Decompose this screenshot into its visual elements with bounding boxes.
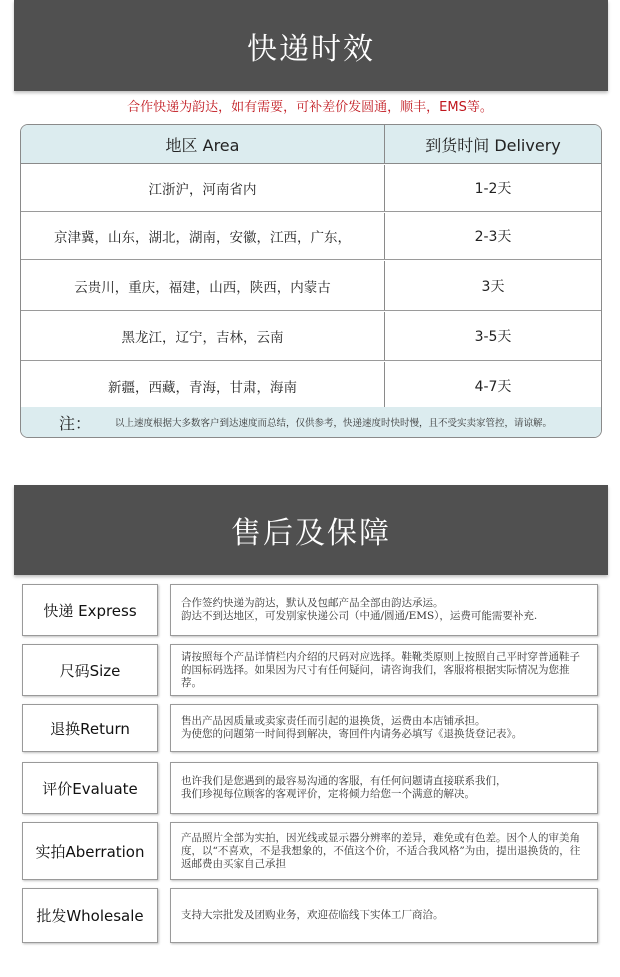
header-delivery: 到货时间 Delivery bbox=[425, 135, 561, 155]
table-row bbox=[21, 165, 601, 212]
table-row bbox=[21, 312, 601, 361]
table-row bbox=[21, 213, 601, 260]
service-description-text: 支持大宗批发及团购业务，欢迎莅临线下实体工厂商洽。 bbox=[181, 909, 444, 921]
row-time: 3-5天 bbox=[474, 329, 512, 345]
row-time: 3天 bbox=[481, 278, 505, 295]
service-item-evaluate bbox=[22, 762, 598, 814]
delivery-section-title: 快递时效 bbox=[14, 0, 608, 91]
service-section-title: 售后及保障 bbox=[14, 485, 608, 575]
service-label: 批发Wholesale bbox=[22, 888, 158, 943]
service-item-aberration bbox=[22, 822, 598, 880]
row-area: 江浙沪，河南省内 bbox=[21, 165, 385, 211]
service-description bbox=[170, 822, 598, 880]
row-area: 黑龙江，辽宁，吉林，云南 bbox=[21, 312, 385, 360]
courier-note: 合作快递为韵达，如有需要，可补差价发圆通，顺丰，EMS等。 bbox=[127, 100, 493, 115]
service-description-text: 请按照每个产品详情栏内介绍的尺码对应选择。鞋靴类原则上按照自己平时穿普通鞋子的国标码选择。如果因为尺寸有任何疑问，请咨询我们，客服将根据实际情况为您推荐。 bbox=[181, 650, 580, 689]
row-time: 1-2天 bbox=[474, 181, 512, 197]
service-label: 实拍Aberration bbox=[22, 822, 158, 880]
service-item-size bbox=[22, 644, 598, 696]
header-area: 地区 Area bbox=[21, 125, 385, 163]
service-description bbox=[170, 762, 598, 814]
footnote-label: 注： bbox=[59, 413, 92, 433]
service-item-express bbox=[22, 584, 598, 636]
service-item-wholesale bbox=[22, 888, 598, 943]
service-label: 快递 Express bbox=[22, 584, 158, 636]
row-time: 4-7天 bbox=[474, 378, 512, 395]
row-time: 2-3天 bbox=[474, 229, 512, 245]
service-label: 评价Evaluate bbox=[22, 762, 158, 814]
row-area: 云贵川，重庆，福建，山西，陕西，内蒙古 bbox=[21, 261, 385, 310]
table-row bbox=[21, 362, 601, 409]
service-description bbox=[170, 888, 598, 943]
row-area: 新疆，西藏，青海，甘肃，海南 bbox=[21, 362, 385, 409]
service-description-text: 合作签约快递为韵达，默认及包邮产品全部由韵达承运。 韵达不到达地区，可发别家快递公司（中通/圆通/EMS），运费可能需要补充. bbox=[181, 597, 538, 622]
row-area: 京津冀，山东，湖北，湖南，安徽，江西，广东， bbox=[21, 213, 385, 259]
service-description bbox=[170, 704, 598, 752]
table-footnote bbox=[21, 407, 601, 437]
service-description-text: 产品照片全部为实拍，因光线或显示器分辨率的差异，难免或有色差。因个人的审美角度，以“不喜欢，不是我想象的，不值这个价，不适合我风格”为由，提出退换货的，往返邮费由买家自己承担 bbox=[181, 831, 581, 870]
service-description bbox=[170, 644, 598, 696]
service-label: 尺码Size bbox=[22, 644, 158, 696]
table-header bbox=[21, 125, 601, 164]
footnote-text: 以上速度根据大多数客户到达速度而总结，仅供参考，快递速度时快时慢，且不受实卖家管控，请谅解。 bbox=[115, 418, 553, 429]
table-row bbox=[21, 261, 601, 311]
service-description-text: 也许我们是您遇到的最容易沟通的客服，有任何问题请直接联系我们， 我们珍视每位顾客的客观评价，定将倾力给您一个满意的解决。 bbox=[181, 775, 507, 800]
service-description bbox=[170, 584, 598, 636]
service-label: 退换Return bbox=[22, 704, 158, 752]
delivery-time-table bbox=[20, 124, 602, 438]
service-item-return bbox=[22, 704, 598, 752]
service-description-text: 售出产品因质量或卖家责任而引起的退换货，运费由本店铺承担。 为使您的问题第一时间得到解决，寄回件内请务必填写《退换货登记表》。 bbox=[181, 715, 523, 740]
